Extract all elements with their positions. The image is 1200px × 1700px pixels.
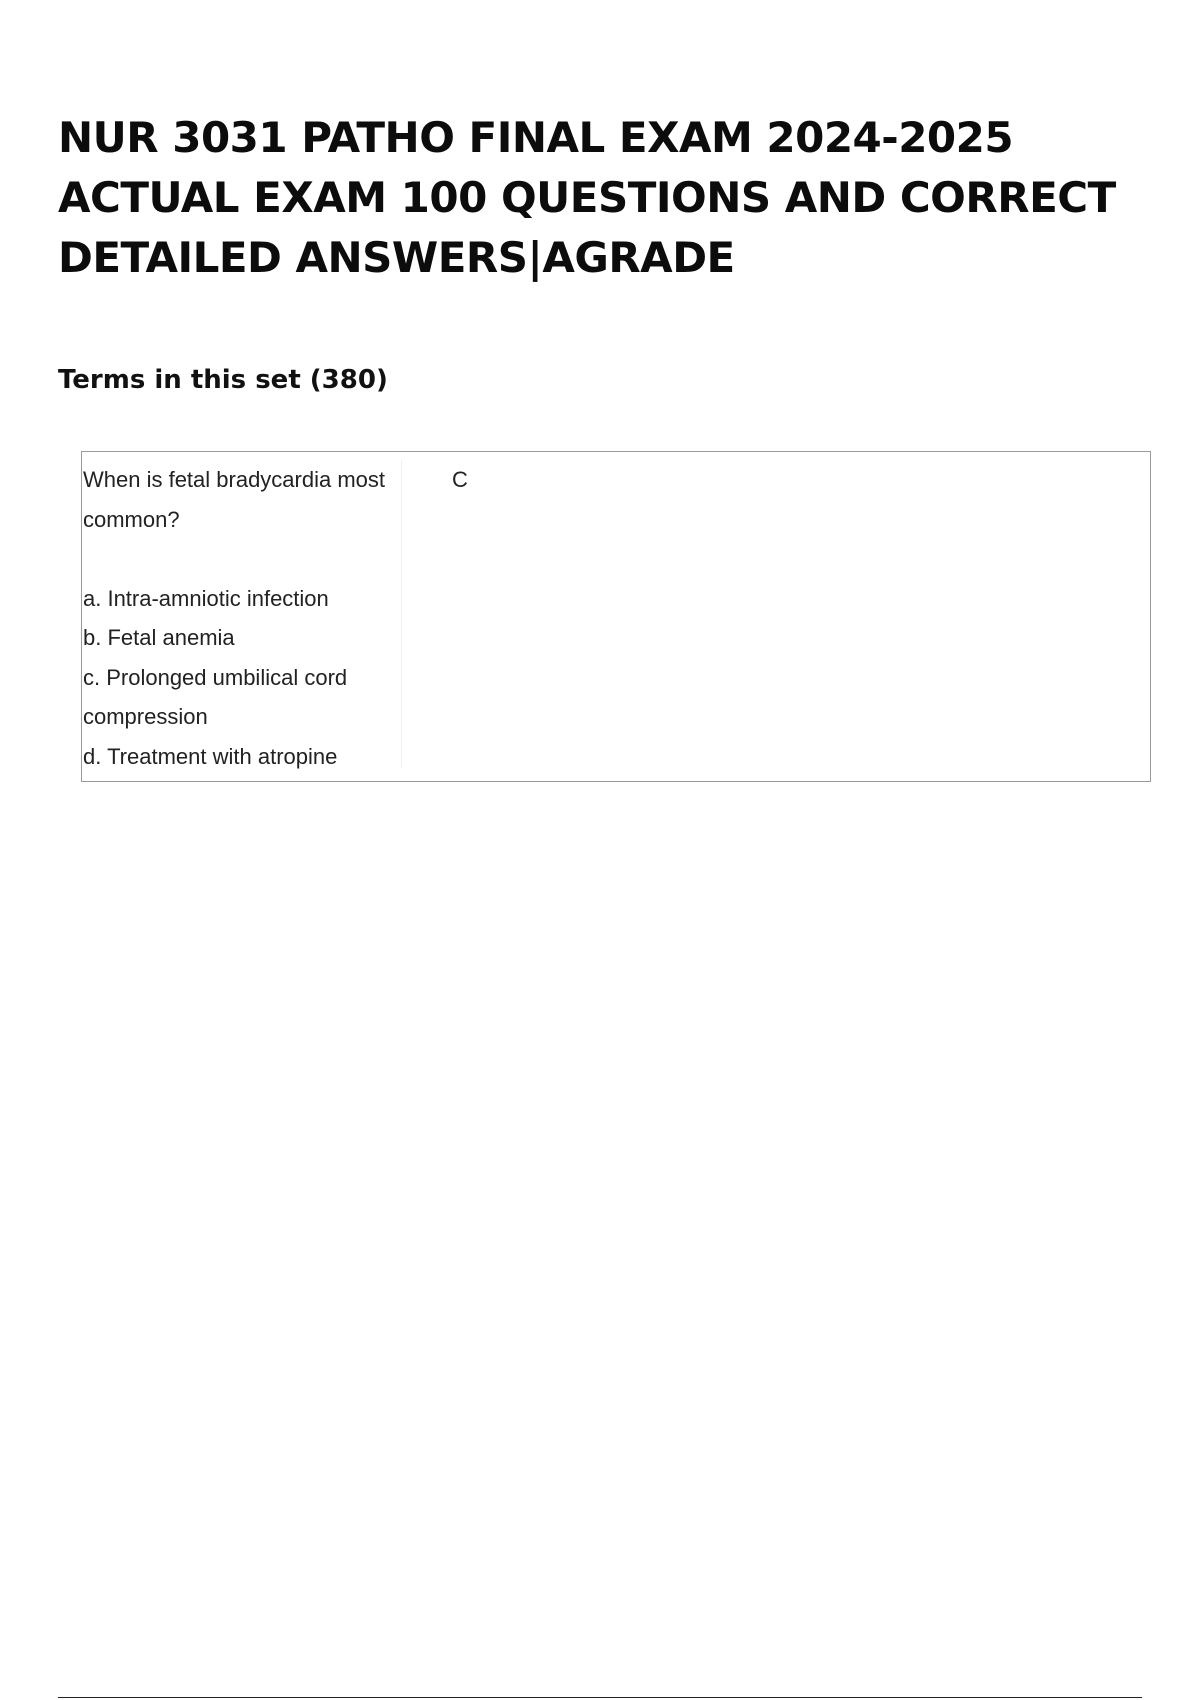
terms-set-count: Terms in this set (380) — [58, 365, 388, 395]
page-title: NUR 3031 PATHO FINAL EXAM 2024-2025 ACTUAL EXAM 100 QUESTIONS AND CORRECT DETAILED ANSWERS|AGRADE — [58, 113, 1116, 282]
card-answer: C — [452, 467, 468, 492]
term-option-d: d. Treatment with atropine — [83, 743, 338, 769]
term-question: When is fetal bradycardia most common? — [83, 467, 386, 532]
term-option-b: b. Fetal anemia — [83, 625, 235, 650]
term-options-list — [83, 579, 401, 777]
term-option-a: a. Intra-amniotic infection — [83, 585, 329, 611]
card-term — [83, 460, 402, 768]
footer-divider — [58, 1697, 1142, 1698]
term-option-c: c. Prolonged umbilical cord compression — [83, 664, 348, 729]
flashcard — [81, 451, 1151, 782]
